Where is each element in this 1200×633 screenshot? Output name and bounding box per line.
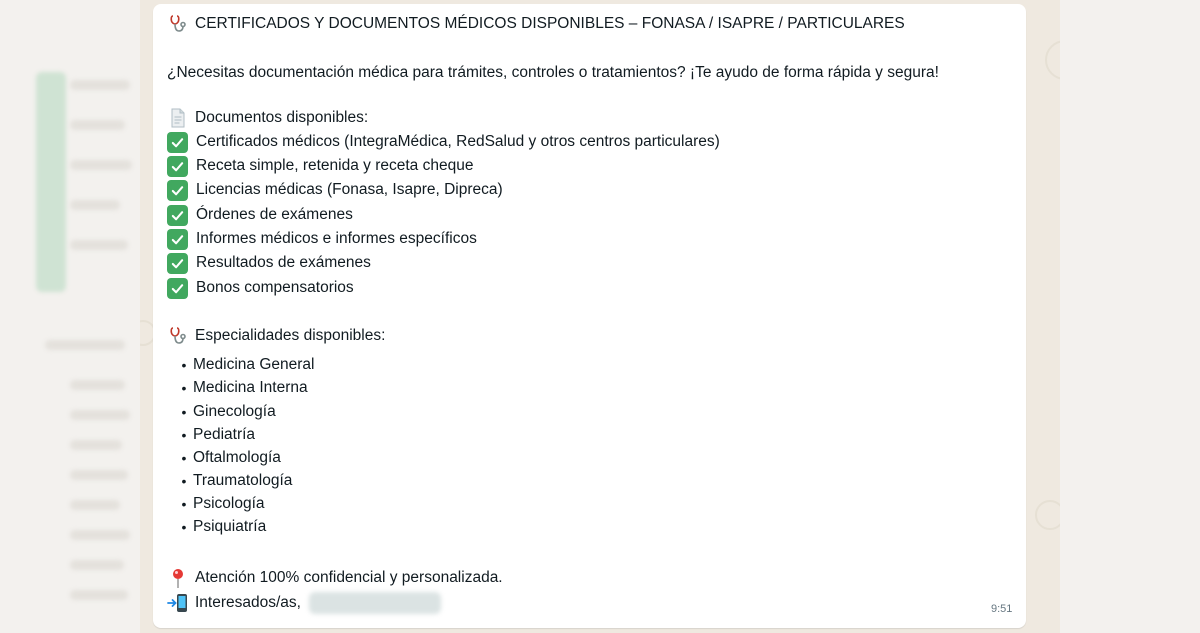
message-title-line: [167, 12, 905, 36]
document-item-label: Certificados médicos (IntegraMédica, RedSalud y otros centros particulares): [196, 133, 720, 150]
blurred-sidebar: [0, 0, 140, 633]
blurred-line: [70, 470, 128, 480]
check-mark-button-icon: [167, 205, 188, 226]
document-icon: [167, 107, 189, 129]
document-item-label: Órdenes de exámenes: [196, 206, 353, 223]
list-item: [167, 227, 477, 251]
document-item-label: Informes médicos e informes específicos: [196, 230, 477, 247]
contact-line: [167, 591, 441, 615]
blurred-line: [45, 340, 125, 350]
list-item: [167, 130, 720, 154]
document-item-label: Bonos compensatorios: [196, 279, 354, 296]
blurred-line: [70, 590, 128, 600]
specialty-item-label: Ginecología: [193, 403, 276, 420]
check-mark-button-icon: [167, 132, 188, 153]
list-item: [167, 446, 281, 470]
list-item: [167, 154, 473, 178]
document-item-label: Resultados de exámenes: [196, 254, 371, 271]
specialty-item-label: Psicología: [193, 495, 265, 512]
check-mark-button-icon: [167, 253, 188, 274]
list-item: [167, 178, 503, 202]
check-mark-button-icon: [167, 180, 188, 201]
specialty-item-label: Pediatría: [193, 426, 256, 443]
list-item: [167, 276, 354, 300]
list-item: [167, 469, 292, 493]
attention-line: [167, 566, 503, 590]
stethoscope-icon: [167, 325, 189, 347]
blurred-line: [70, 410, 130, 420]
documents-heading-line: [167, 106, 368, 130]
blurred-line: [70, 500, 120, 510]
bullet-glyph: •: [181, 450, 187, 466]
document-item-label: Licencias médicas (Fonasa, Isapre, Dipreca): [196, 181, 503, 198]
blurred-line: [70, 560, 124, 570]
bullet-glyph: •: [181, 473, 187, 489]
list-item: [167, 376, 308, 400]
list-item: [167, 515, 266, 539]
specialties-heading-line: [167, 324, 385, 348]
bullet-glyph: •: [181, 427, 187, 443]
round-pushpin-icon: [167, 567, 189, 589]
contact-label: Interesados/as,: [195, 594, 301, 611]
specialty-item-label: Traumatología: [193, 472, 293, 489]
specialty-item-label: Oftalmología: [193, 449, 281, 466]
blurred-line: [70, 380, 125, 390]
blurred-sidebar-highlight: [36, 72, 66, 292]
blurred-line: [70, 440, 122, 450]
list-item: [167, 203, 353, 227]
list-item: [167, 251, 371, 275]
blurred-line: [70, 80, 130, 90]
blurred-line: [70, 530, 130, 540]
specialties-heading: Especialidades disponibles:: [195, 327, 386, 344]
blurred-line: [70, 160, 132, 170]
blurred-right-panel: [1060, 0, 1200, 633]
redacted-phone-number: [309, 592, 441, 614]
bullet-glyph: •: [181, 519, 187, 535]
mobile-phone-arrow-icon: [167, 592, 189, 614]
message-bubble[interactable]: [153, 4, 1026, 628]
bullet-glyph: •: [181, 404, 187, 420]
specialty-item-label: Psiquiatría: [193, 518, 267, 535]
blurred-line: [70, 120, 125, 130]
blurred-line: [70, 240, 128, 250]
stethoscope-icon: [167, 13, 189, 35]
check-mark-button-icon: [167, 229, 188, 250]
check-mark-button-icon: [167, 278, 188, 299]
document-item-label: Receta simple, retenida y receta cheque: [196, 157, 474, 174]
bullet-glyph: •: [181, 357, 187, 373]
message-title: CERTIFICADOS Y DOCUMENTOS MÉDICOS DISPONIBLES – FONASA / ISAPRE / PARTICULARES: [195, 15, 905, 32]
attention-text: Atención 100% confidencial y personalizada.: [195, 569, 503, 586]
list-item: [167, 423, 255, 447]
message-intro-line: [167, 61, 939, 85]
specialty-item-label: Medicina Interna: [193, 379, 308, 396]
bullet-glyph: •: [181, 380, 187, 396]
blurred-line: [70, 200, 120, 210]
list-item: [167, 400, 276, 424]
list-item: [167, 353, 314, 377]
message-intro: ¿Necesitas documentación médica para trámites, controles o tratamientos? ¡Te ayudo de forma rápida y segura!: [167, 64, 939, 81]
bullet-glyph: •: [181, 496, 187, 512]
message-timestamp: 9:51: [991, 603, 1013, 615]
documents-heading: Documentos disponibles:: [195, 109, 369, 126]
check-mark-button-icon: [167, 156, 188, 177]
list-item: [167, 492, 265, 516]
specialty-item-label: Medicina General: [193, 356, 315, 373]
